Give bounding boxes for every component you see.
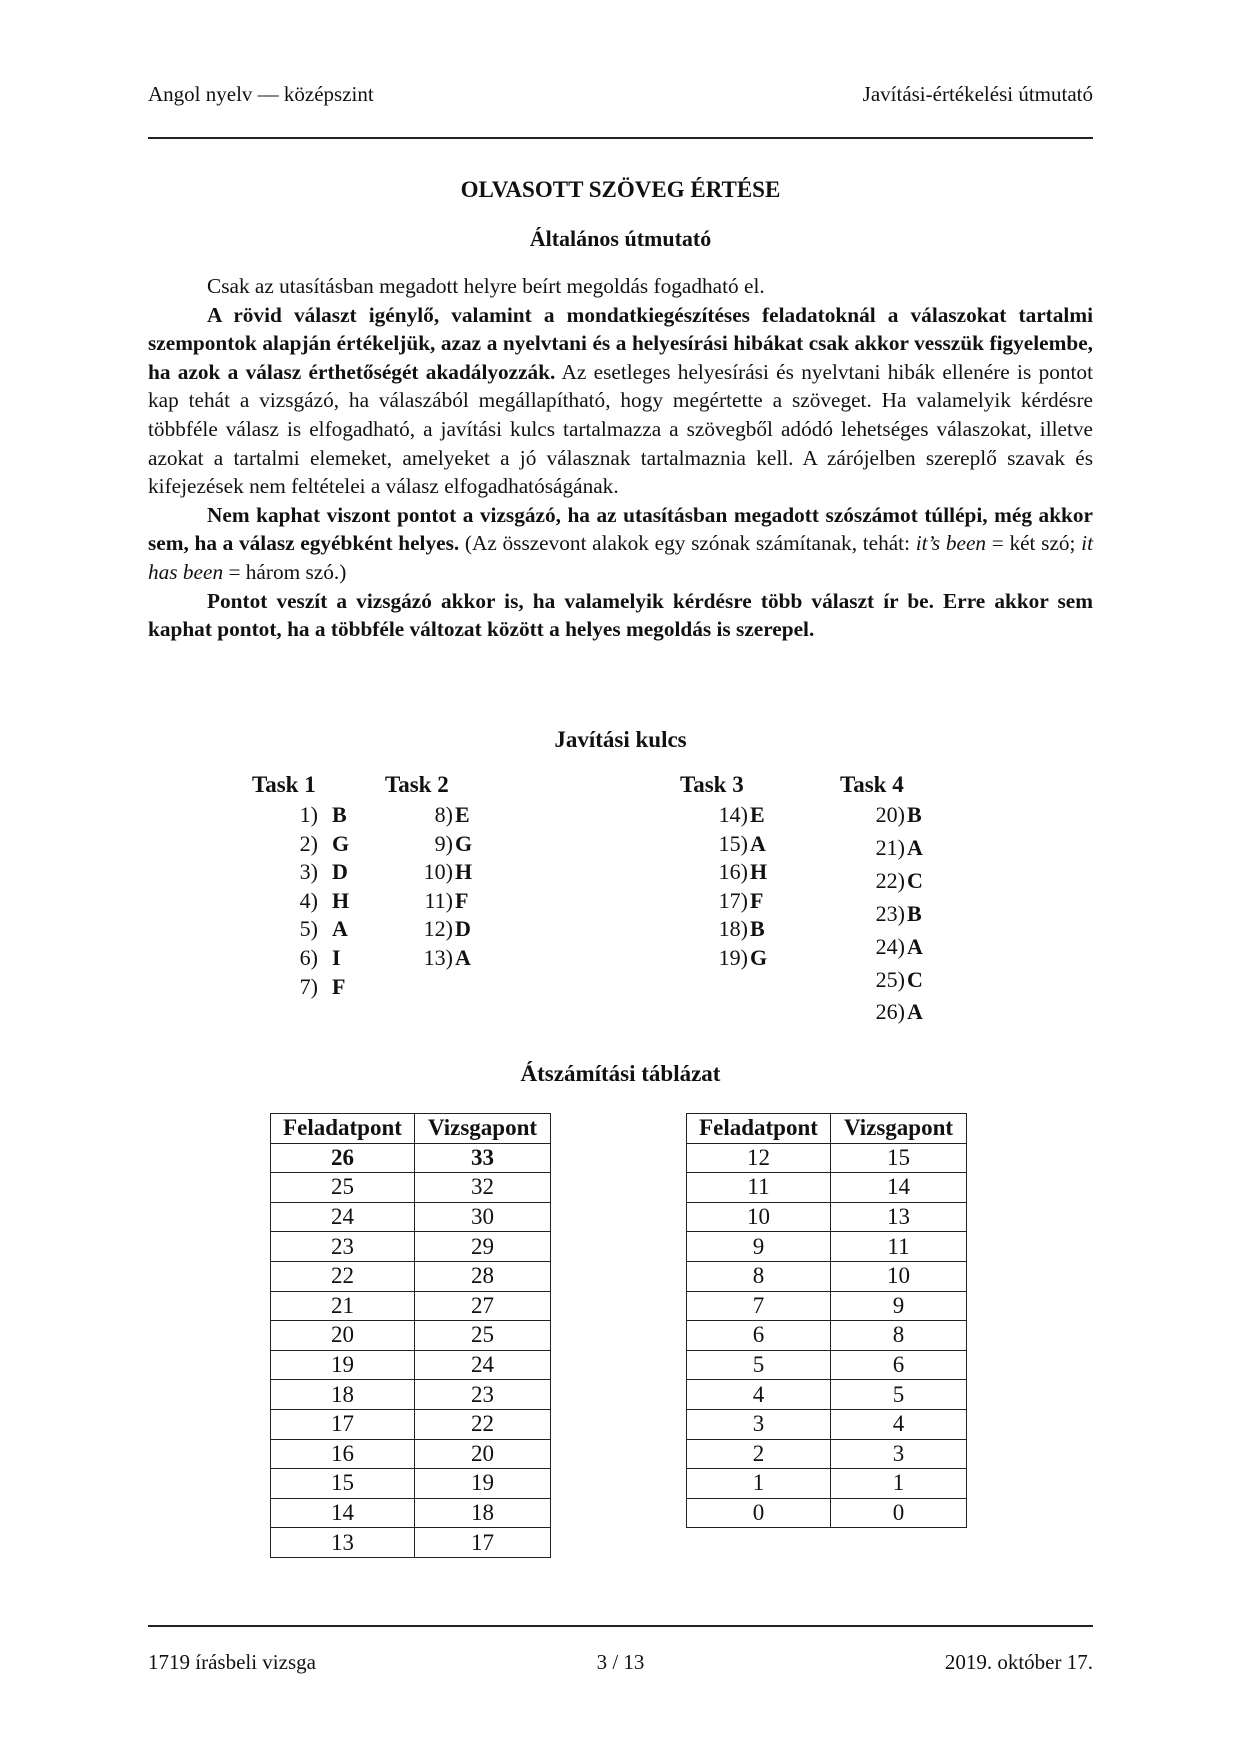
- answer-item: [415, 802, 470, 828]
- answer-number: 25): [875, 966, 905, 992]
- table-row: [271, 1469, 551, 1499]
- exam-points-cell: 32: [415, 1173, 551, 1203]
- table-row: [687, 1202, 967, 1232]
- answer-letter: F: [455, 887, 469, 913]
- table-row: [687, 1498, 967, 1528]
- exam-points-cell: 1: [831, 1469, 967, 1499]
- answer-number: 23): [875, 900, 905, 926]
- table-row: [271, 1173, 551, 1203]
- answer-letter: E: [455, 802, 470, 827]
- header-exam-points: Vizsgapont: [831, 1114, 967, 1144]
- answer-item: [415, 888, 468, 914]
- answer-letter: A: [907, 933, 923, 959]
- answer-number: 12): [423, 916, 453, 942]
- answer-number: 16): [718, 859, 748, 885]
- header-exam-points: Vizsgapont: [415, 1114, 551, 1144]
- task-points-cell: 19: [271, 1350, 415, 1380]
- answer-item: [710, 888, 763, 914]
- exam-points-cell: 22: [415, 1409, 551, 1439]
- answer-letter: A: [907, 834, 923, 860]
- table-row: [271, 1409, 551, 1439]
- answer-letter: I: [332, 945, 341, 970]
- footer-page-number: 3 / 13: [596, 1650, 645, 1674]
- table-row: [687, 1409, 967, 1439]
- p3-c: = három szó.): [223, 559, 347, 584]
- answer-letter: H: [332, 887, 350, 913]
- p1-text: Csak az utasításban megadott helyre beírt megoldás fogadható el.: [207, 274, 765, 298]
- table-row: [271, 1350, 551, 1380]
- answer-item: [283, 916, 348, 942]
- task-points-cell: 11: [687, 1173, 831, 1203]
- answer-item: [283, 859, 348, 885]
- answer-letter: C: [907, 966, 923, 992]
- answer-letter: B: [750, 916, 765, 942]
- p3-example-2: it has been: [148, 531, 1093, 584]
- answer-letter: H: [750, 859, 768, 885]
- header-exam-level: Angol nyelv — középszint: [148, 82, 374, 106]
- exam-points-cell: 9: [831, 1291, 967, 1321]
- exam-points-cell: 25: [415, 1321, 551, 1351]
- paragraph-1: [148, 272, 1093, 301]
- answer-number: 20): [875, 802, 905, 827]
- answer-item: [710, 802, 765, 828]
- answer-letter: F: [332, 973, 346, 999]
- answer-number: 10): [423, 859, 453, 885]
- answer-letter: D: [455, 916, 471, 942]
- task-points-cell: 22: [271, 1261, 415, 1291]
- paragraph-4: [148, 587, 1093, 644]
- answer-item: [283, 974, 345, 1000]
- answer-item: [867, 967, 923, 993]
- conversion-table-right: [686, 1113, 967, 1528]
- task-points-cell: 26: [271, 1143, 415, 1173]
- task-points-cell: 8: [687, 1261, 831, 1291]
- answer-item: [710, 916, 765, 942]
- table-row: [687, 1350, 967, 1380]
- answer-number: 1): [299, 802, 318, 827]
- task-points-cell: 14: [271, 1498, 415, 1528]
- footer-exam-code: 1719 írásbeli vizsga: [148, 1650, 316, 1674]
- answer-letter: E: [750, 802, 765, 827]
- answer-item: [710, 859, 767, 885]
- answer-letter: C: [907, 867, 923, 893]
- exam-points-cell: 13: [831, 1202, 967, 1232]
- answer-number: 4): [299, 887, 318, 913]
- task-points-cell: 3: [687, 1409, 831, 1439]
- answer-item: [283, 888, 349, 914]
- task-points-cell: 2: [687, 1439, 831, 1469]
- answer-letter: F: [750, 887, 764, 913]
- instructions-text: [148, 272, 1093, 644]
- task-points-cell: 5: [687, 1350, 831, 1380]
- answer-number: 15): [718, 830, 748, 856]
- answer-letter: D: [332, 859, 348, 885]
- task-2-heading: Task 2: [385, 772, 449, 797]
- table-row: [271, 1291, 551, 1321]
- exam-points-cell: 24: [415, 1350, 551, 1380]
- answer-letter: A: [750, 830, 766, 856]
- task-points-cell: 13: [271, 1528, 415, 1558]
- answer-item: [867, 934, 923, 960]
- header-task-points: Feladatpont: [271, 1114, 415, 1144]
- page-subtitle: Általános útmutató: [529, 226, 712, 251]
- exam-points-cell: 14: [831, 1173, 967, 1203]
- p3-bold: Nem kaphat viszont pontot a vizsgázó, ha az utasításban megadott szószámot túllépi, még akkor sem, ha a válasz egyébként helyes.: [148, 502, 1093, 556]
- answer-number: 6): [299, 945, 318, 970]
- p3-b: = két szó;: [986, 531, 1082, 556]
- answer-letter: G: [750, 945, 768, 970]
- answer-number: 26): [875, 999, 905, 1025]
- table-row: [687, 1291, 967, 1321]
- answer-letter: G: [455, 830, 473, 856]
- answer-number: 24): [875, 933, 905, 959]
- task-points-cell: 24: [271, 1202, 415, 1232]
- table-row: [271, 1439, 551, 1469]
- task-points-cell: 10: [687, 1202, 831, 1232]
- answer-number: 19): [718, 945, 748, 970]
- answer-item: [867, 901, 922, 927]
- answer-letter: G: [332, 830, 350, 856]
- table-row: [271, 1202, 551, 1232]
- task-points-cell: 21: [271, 1291, 415, 1321]
- paragraph-2: [148, 301, 1093, 501]
- header-task-points: Feladatpont: [687, 1114, 831, 1144]
- answer-number: 3): [299, 859, 318, 885]
- answer-number: 17): [718, 887, 748, 913]
- exam-points-cell: 18: [415, 1498, 551, 1528]
- answer-item: [867, 868, 923, 894]
- header-guide-title: Javítási-értékelési útmutató: [862, 82, 1093, 106]
- task-points-cell: 1: [687, 1469, 831, 1499]
- answer-number: 8): [434, 802, 453, 827]
- answer-item: [415, 916, 471, 942]
- paragraph-3: [148, 501, 1093, 587]
- table-row: [271, 1143, 551, 1173]
- task-points-cell: 4: [687, 1380, 831, 1410]
- exam-points-cell: 8: [831, 1321, 967, 1351]
- exam-points-cell: 4: [831, 1409, 967, 1439]
- p2-rest: Az esetleges helyesírási és nyelvtani hibák ellenére is pontot kap tehát a vizsgázó, ha válaszából megállapítható, hogy megértette a szöveget. Ha valamelyik kérdésre többféle válasz is elfogadható, a javítási kulcs tartalmazza a szövegből adódó lehetséges válaszokat, illetve azokat a tartalmi elemeket, amelyeket a jó válasznak tartalmaznia kell. A zárójelben szereplő szavak és kifejezések nem feltételei a válasz elfogadhatóságának.: [148, 359, 1093, 499]
- exam-points-cell: 28: [415, 1261, 551, 1291]
- p3-example-1: it’s been: [915, 531, 987, 556]
- table-row: [271, 1528, 551, 1558]
- answer-letter: A: [455, 945, 471, 970]
- task-points-cell: 17: [271, 1409, 415, 1439]
- answer-item: [867, 802, 922, 828]
- exam-points-cell: 19: [415, 1469, 551, 1499]
- answer-item: [710, 945, 767, 971]
- table-row: [687, 1321, 967, 1351]
- exam-points-cell: 33: [415, 1143, 551, 1173]
- answer-key-title: Javítási kulcs: [554, 727, 687, 752]
- exam-points-cell: 3: [831, 1439, 967, 1469]
- task-points-cell: 23: [271, 1232, 415, 1262]
- answer-item: [283, 802, 347, 828]
- exam-points-cell: 6: [831, 1350, 967, 1380]
- footer-date: 2019. október 17.: [944, 1650, 1093, 1674]
- task-points-cell: 9: [687, 1232, 831, 1262]
- task-points-cell: 0: [687, 1498, 831, 1528]
- task-points-cell: 15: [271, 1469, 415, 1499]
- table-row: [271, 1380, 551, 1410]
- answer-letter: B: [907, 900, 922, 926]
- task-1-heading: Task 1: [252, 772, 316, 797]
- page-title: OLVASOTT SZÖVEG ÉRTÉSE: [460, 177, 781, 202]
- answer-item: [710, 831, 766, 857]
- table-row: [687, 1469, 967, 1499]
- table-row: [687, 1439, 967, 1469]
- task-points-cell: 18: [271, 1380, 415, 1410]
- answer-number: 9): [434, 830, 453, 856]
- answer-letter: H: [455, 859, 473, 885]
- task-points-cell: 20: [271, 1321, 415, 1351]
- task-points-cell: 25: [271, 1173, 415, 1203]
- answer-letter: A: [332, 916, 348, 942]
- table-row: [687, 1173, 967, 1203]
- task-points-cell: 16: [271, 1439, 415, 1469]
- answer-number: 22): [875, 867, 905, 893]
- table-row: [687, 1143, 967, 1173]
- table-row: [687, 1232, 967, 1262]
- exam-points-cell: 10: [831, 1261, 967, 1291]
- answer-item: [283, 831, 349, 857]
- task-4-heading: Task 4: [840, 772, 904, 797]
- answer-item: [415, 945, 471, 971]
- exam-points-cell: 27: [415, 1291, 551, 1321]
- p4-bold: Pontot veszít a vizsgázó akkor is, ha valamelyik kérdésre több választ ír be. Erre akkor sem kaphat pontot, ha a többféle változat között a helyes megoldás is szerepel.: [148, 588, 1093, 642]
- exam-points-cell: 23: [415, 1380, 551, 1410]
- p3-a: (Az összevont alakok egy szónak számítanak, tehát:: [459, 531, 916, 556]
- task-points-cell: 6: [687, 1321, 831, 1351]
- exam-points-cell: 0: [831, 1498, 967, 1528]
- exam-points-cell: 30: [415, 1202, 551, 1232]
- answer-item: [283, 945, 341, 971]
- footer-divider: [148, 1625, 1093, 1627]
- task-3-heading: Task 3: [680, 772, 744, 797]
- task-points-cell: 12: [687, 1143, 831, 1173]
- answer-item: [415, 859, 472, 885]
- exam-points-cell: 11: [831, 1232, 967, 1262]
- table-row: [687, 1261, 967, 1291]
- conversion-table-left: [270, 1113, 551, 1558]
- table-row: [271, 1232, 551, 1262]
- task-points-cell: 7: [687, 1291, 831, 1321]
- exam-points-cell: 20: [415, 1439, 551, 1469]
- exam-points-cell: 29: [415, 1232, 551, 1262]
- p2-bold: A rövid választ igénylő, valamint a mondatkiegészítéses feladatoknál a válaszokat tartalmi szempontok alapján értékeljük, azaz a nyelvtani és a helyesírási hibákat csak akkor vesszük figyelembe, ha azok a válasz érthetőségét akadályozzák.: [148, 302, 1093, 384]
- answer-letter: B: [907, 802, 922, 827]
- answer-letter: B: [332, 802, 347, 827]
- answer-number: 5): [299, 916, 318, 942]
- table-row: [271, 1498, 551, 1528]
- table-row: [271, 1261, 551, 1291]
- answer-number: 14): [718, 802, 748, 827]
- table-row: [271, 1321, 551, 1351]
- answer-number: 7): [299, 973, 318, 999]
- exam-points-cell: 5: [831, 1380, 967, 1410]
- exam-points-cell: 17: [415, 1528, 551, 1558]
- answer-item: [415, 831, 472, 857]
- answer-number: 11): [424, 887, 453, 913]
- answer-number: 18): [718, 916, 748, 942]
- table-row: [687, 1380, 967, 1410]
- exam-points-cell: 15: [831, 1143, 967, 1173]
- answer-letter: A: [907, 999, 923, 1025]
- answer-number: 13): [423, 945, 453, 970]
- answer-number: 2): [299, 830, 318, 856]
- header-divider: [148, 137, 1093, 139]
- conversion-table-title: Átszámítási táblázat: [520, 1061, 721, 1086]
- answer-item: [867, 999, 923, 1025]
- answer-number: 21): [875, 834, 905, 860]
- answer-item: [867, 835, 923, 861]
